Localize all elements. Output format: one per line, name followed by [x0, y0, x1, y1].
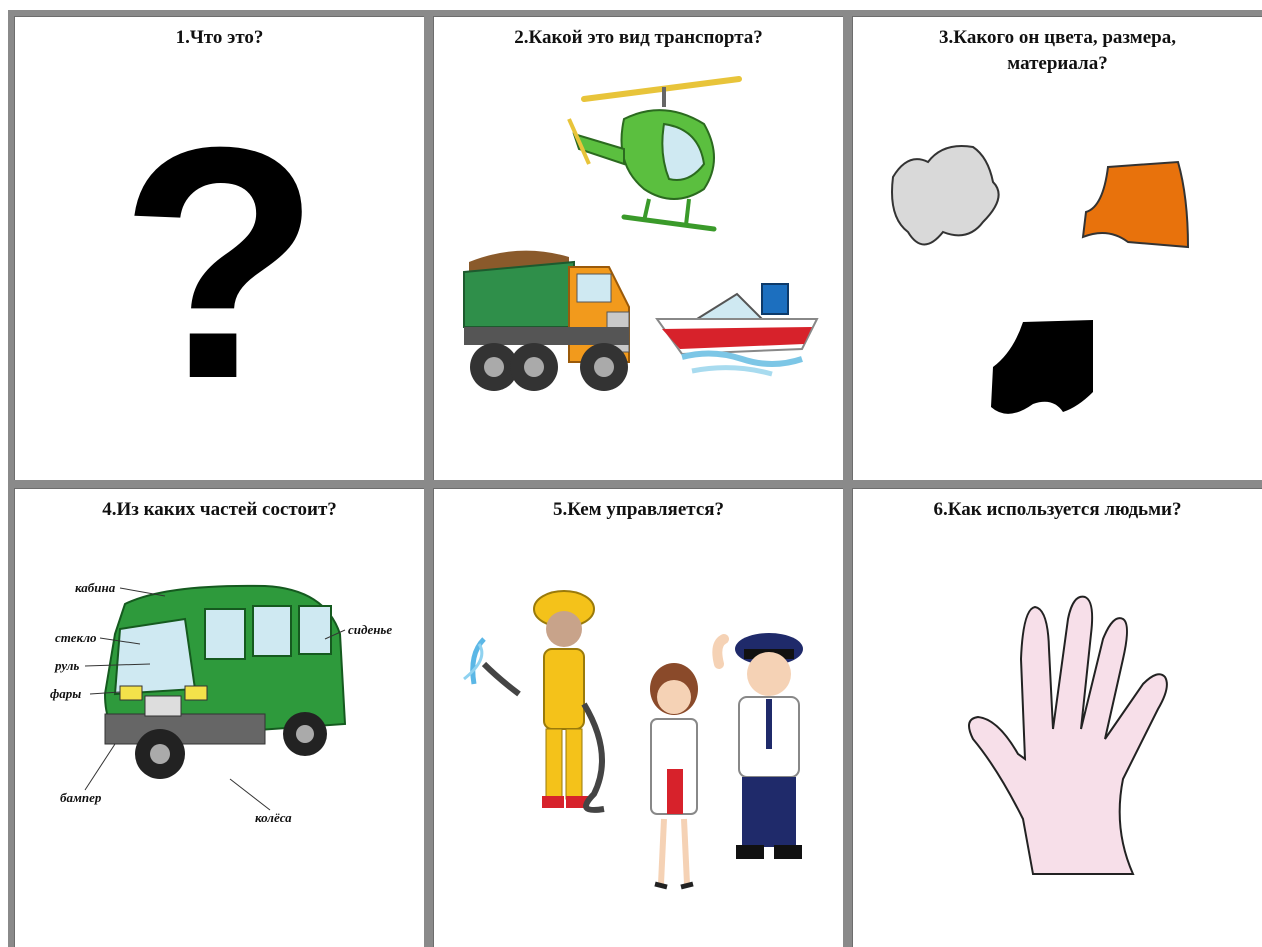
card-title-line-2: материала?	[1007, 53, 1108, 74]
card-title: 2.Какой это вид транспорта?	[514, 27, 763, 48]
label-headlights: фары	[50, 686, 82, 701]
pilot-icon	[704, 619, 834, 869]
label-seat: сиденье	[348, 622, 393, 637]
svg-text:?: ?	[119, 107, 321, 407]
label-cabin: кабина	[75, 580, 116, 595]
label-bumper: бампер	[60, 790, 102, 805]
card-title	[853, 25, 1262, 77]
label-wheels: колёса	[255, 810, 292, 825]
label-steering-wheel: руль	[55, 658, 80, 673]
card-title: 4.Из каких частей состоит?	[102, 499, 337, 520]
card-title: 5.Кем управляется?	[552, 499, 725, 520]
card-parts	[14, 488, 424, 947]
bus-diagram	[45, 564, 424, 834]
question-mark-icon	[75, 107, 365, 407]
black-shape	[983, 312, 1103, 432]
card-what-is-it	[14, 16, 424, 480]
hand-icon	[953, 589, 1203, 889]
gray-shape	[883, 137, 1013, 267]
card-title: 1.Что это?	[175, 27, 264, 48]
dump-truck-icon	[459, 242, 644, 402]
boat-icon	[652, 279, 832, 399]
orange-shape	[1078, 157, 1198, 257]
firefighter-icon	[454, 584, 624, 824]
label-glass: стекло	[55, 630, 97, 645]
card-how-used	[852, 488, 1262, 947]
helicopter-icon	[564, 69, 754, 239]
card-color-size-material	[852, 16, 1262, 480]
card-who-drives	[433, 488, 843, 947]
card-title: 6.Как используется людьми?	[933, 499, 1182, 520]
card-transport-type	[433, 16, 843, 480]
grid-frame	[8, 10, 1262, 947]
card-title-line-1: 3.Какого он цвета, размера,	[939, 27, 1176, 48]
